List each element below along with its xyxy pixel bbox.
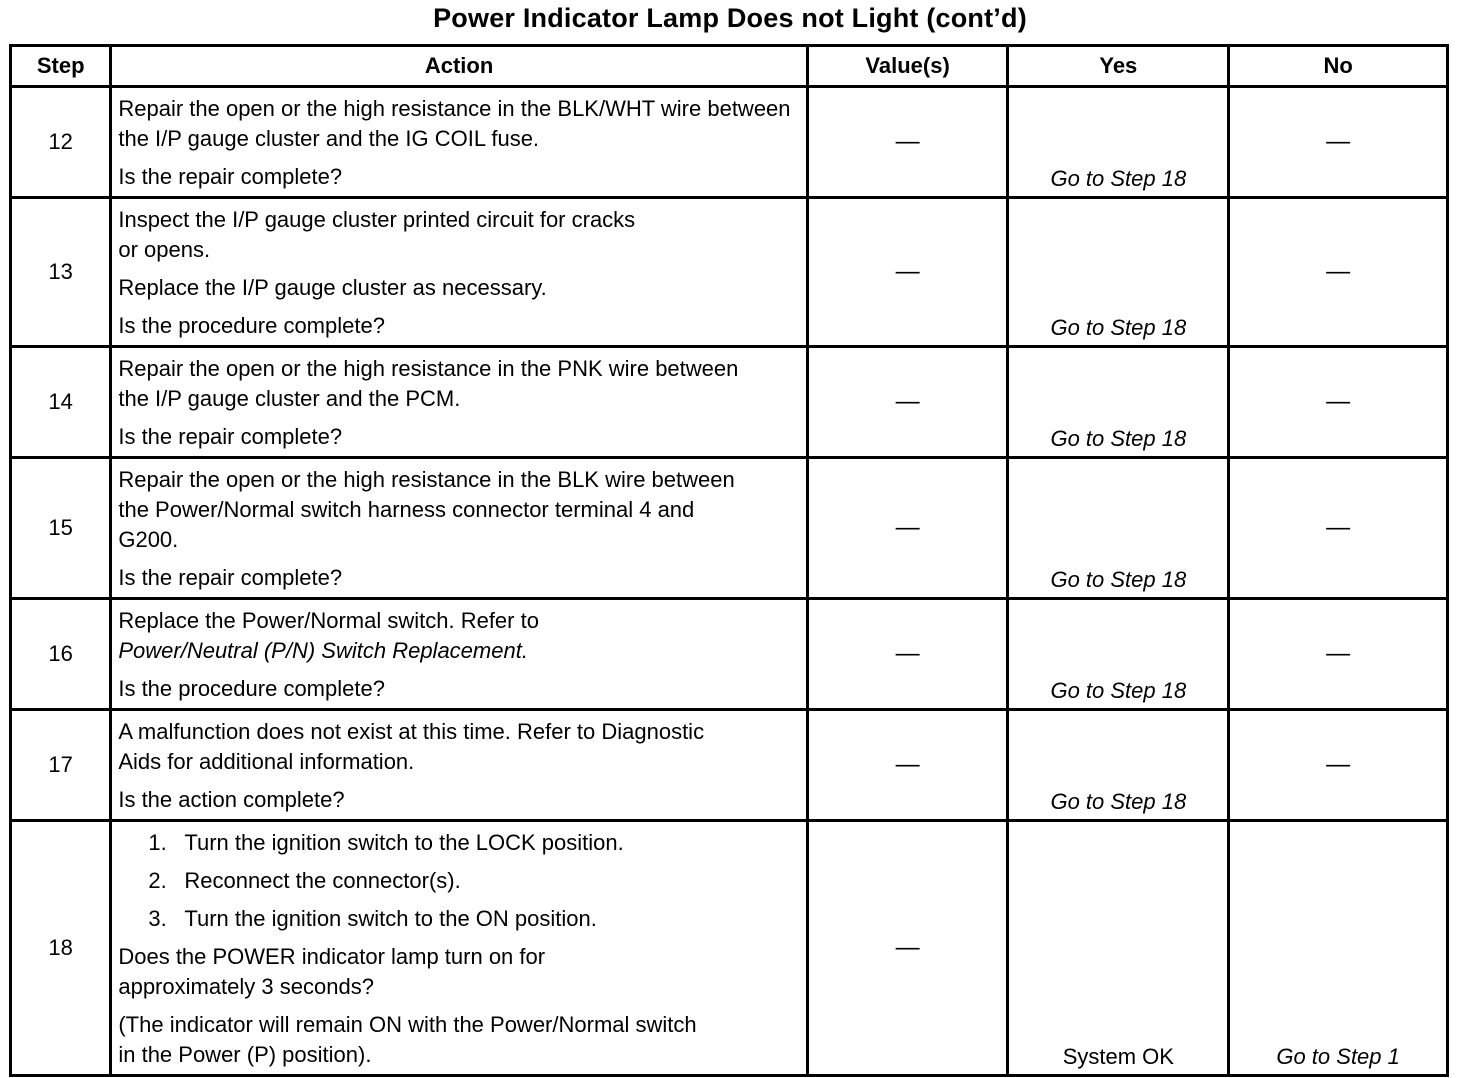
yes-cell: Go to Step 18 [1008,458,1229,599]
no-cell: — [1229,458,1448,599]
yes-cell: Go to Step 18 [1008,87,1229,198]
table-row [11,87,1448,198]
table-row [11,599,1448,710]
yes-cell: Go to Step 18 [1008,347,1229,458]
table-row [11,347,1448,458]
action-text: Repair the open or the high resistance in the BLK/WHT wire between the I/P gauge cluster and the IG COIL fuse. [118,96,791,151]
action-cell [111,87,807,198]
no-cell: — [1229,710,1448,821]
action-cell [111,710,807,821]
no-cell: — [1229,347,1448,458]
header-step: Step [11,46,111,87]
step-number: 13 [11,198,111,347]
action-cell [111,821,807,1076]
action-question: Is the procedure complete? [118,676,385,701]
value-cell: — [807,198,1008,347]
no-cell: — [1229,198,1448,347]
page-title: Power Indicator Lamp Does not Light (cont’d) [433,3,1027,33]
header-values: Value(s) [807,46,1008,87]
action-question: Does the POWER indicator lamp turn on for approximately 3 seconds? [118,944,546,999]
action-reference-link[interactable]: Power/Neutral (P/N) Switch Replacement. [118,638,528,663]
value-cell: — [807,821,1008,1076]
action-text: A malfunction does not exist at this time. Refer to Diagnostic Aids for additional information. [118,719,705,774]
list-item [148,866,799,896]
action-text: Replace the I/P gauge cluster as necessary. [118,275,547,300]
list-item [148,828,799,858]
table-row [11,458,1448,599]
action-text: Inspect the I/P gauge cluster printed circuit for cracks or opens. [118,207,636,262]
list-item [148,904,799,934]
no-cell: Go to Step 1 [1229,821,1448,1076]
action-cell [111,599,807,710]
diagnostic-table [9,44,1449,1077]
no-cell: — [1229,599,1448,710]
action-question: Is the procedure complete? [118,313,385,338]
action-question: Is the repair complete? [118,424,343,449]
step-number: 12 [11,87,111,198]
action-question: Is the action complete? [118,787,345,812]
header-row [11,46,1448,87]
yes-cell: Go to Step 18 [1008,599,1229,710]
table-row [11,821,1448,1076]
step-number: 17 [11,710,111,821]
step-number: 18 [11,821,111,1076]
step-number: 15 [11,458,111,599]
list-text: Turn the ignition switch to the ON position. [184,906,597,931]
list-number: 3. [148,906,167,931]
action-text: Repair the open or the high resistance in the PNK wire between the I/P gauge cluster and the PCM. [118,356,739,411]
list-number: 1. [148,830,167,855]
no-cell: — [1229,87,1448,198]
yes-cell: System OK [1008,821,1229,1076]
value-cell: — [807,458,1008,599]
procedure-list [118,828,799,934]
table-row [11,198,1448,347]
header-yes: Yes [1008,46,1229,87]
list-text: Reconnect the connector(s). [184,868,461,893]
yes-cell: Go to Step 18 [1008,198,1229,347]
value-cell: — [807,599,1008,710]
list-number: 2. [148,868,167,893]
value-cell: — [807,710,1008,821]
list-text: Turn the ignition switch to the LOCK position. [184,830,624,855]
action-cell [111,198,807,347]
header-no: No [1229,46,1448,87]
step-number: 16 [11,599,111,710]
table-row [11,710,1448,821]
value-cell: — [807,347,1008,458]
action-cell [111,347,807,458]
value-cell: — [807,87,1008,198]
header-action: Action [111,46,807,87]
action-note: (The indicator will remain ON with the Power/Normal switch in the Power (P) position). [118,1012,697,1067]
action-question: Is the repair complete? [118,565,343,590]
action-question: Is the repair complete? [118,164,343,189]
action-cell [111,458,807,599]
step-number: 14 [11,347,111,458]
action-text: Replace the Power/Normal switch. Refer to [118,608,539,633]
action-text: Repair the open or the high resistance in the BLK wire between the Power/Normal switch harness connector terminal 4 and G200. [118,467,735,552]
yes-cell: Go to Step 18 [1008,710,1229,821]
